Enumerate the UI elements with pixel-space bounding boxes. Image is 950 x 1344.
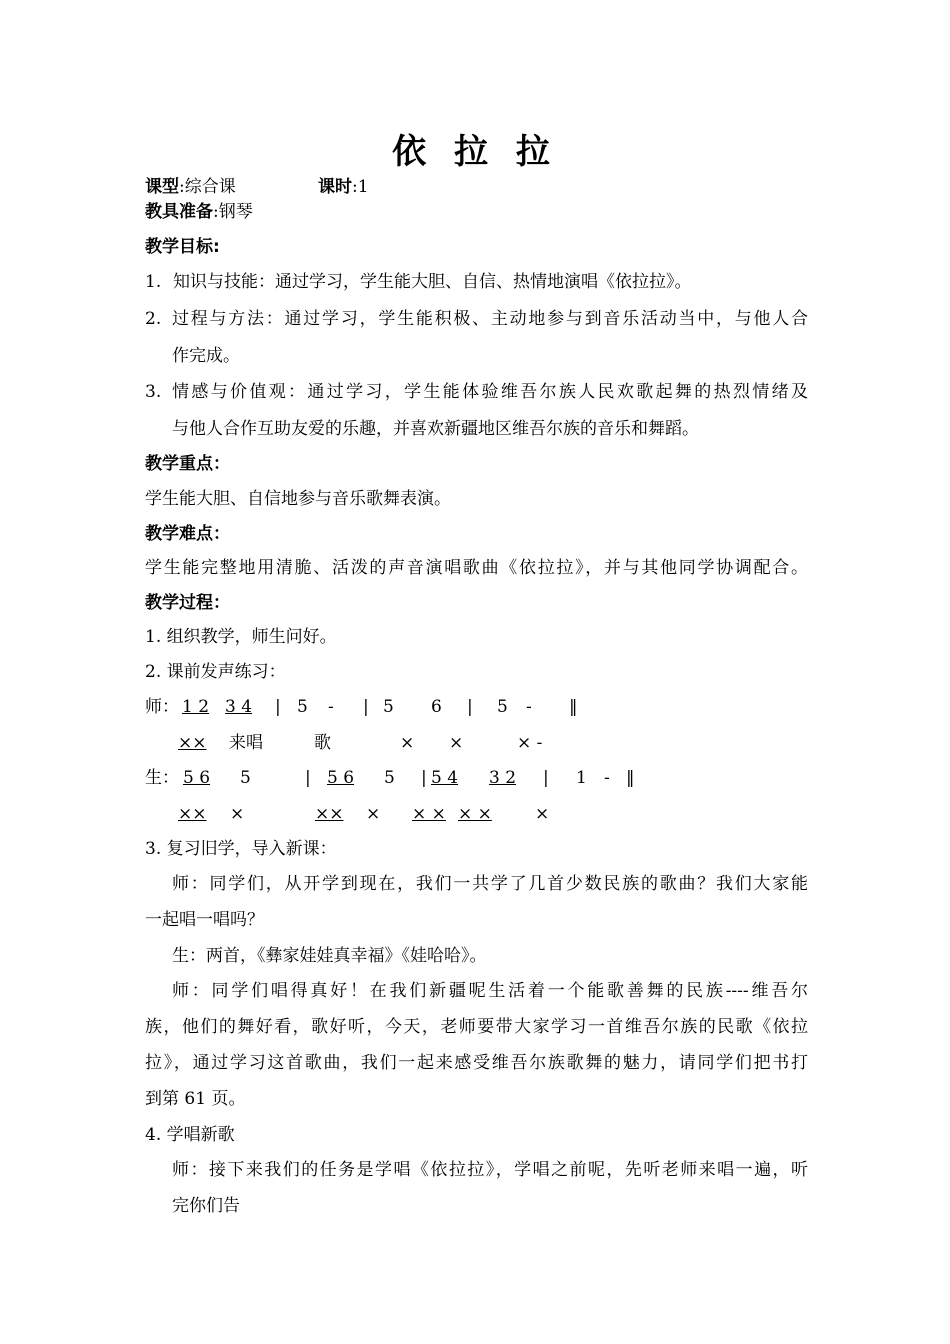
- notation-barline: |: [543, 768, 549, 788]
- key-point-text: 学生能大胆、自信地参与音乐歌舞表演。: [145, 489, 451, 509]
- paragraph-teacher-sing-line1: 师：接下来我们的任务是学唱《依拉拉》，学唱之前呢，先听老师来唱一遍，听: [172, 1160, 808, 1180]
- lesson-period-value: :1: [352, 177, 369, 197]
- student-label: 生：: [145, 768, 179, 788]
- lesson-period: [318, 175, 369, 199]
- lesson-type-value: :综合课: [179, 177, 236, 197]
- lyric-syllable: ××: [178, 804, 207, 824]
- teacher-label: 师：: [145, 697, 179, 717]
- goal-text: 知识与技能：通过学习，学生能大胆、自信、热情地演唱《依拉拉》。: [173, 272, 692, 292]
- lesson-type-label: 课型: [145, 177, 179, 197]
- paragraph-teacher-sing-line2: 完你们告: [172, 1196, 240, 1216]
- notation-dash: -: [604, 768, 610, 788]
- notation-note: 5 6: [183, 768, 211, 788]
- notation-note: 3 4: [225, 697, 253, 717]
- process-step-4: 4. 学唱新歌: [145, 1125, 235, 1145]
- notation-note: 3 2: [489, 768, 517, 788]
- paragraph-teacher-intro-line3: 拉》，通过学习这首歌曲，我们一起来感受维吾尔族歌舞的魅力，请同学们把书打: [145, 1053, 808, 1073]
- notation-note: 5: [240, 768, 251, 788]
- notation-note: 1 2: [182, 697, 210, 717]
- lyric-syllable: × ×: [412, 804, 446, 824]
- lyric-syllable: ×: [366, 804, 381, 824]
- notation-barline: |: [363, 697, 369, 717]
- lyric-syllable: ×: [400, 733, 415, 753]
- goal-item-2-number: [145, 307, 173, 331]
- notation-barline: |: [275, 697, 281, 717]
- paragraph-teacher-intro-line4: 到第 61 页。: [145, 1089, 246, 1109]
- notation-dash: -: [328, 697, 334, 717]
- lyric-syllable: × ×: [458, 804, 492, 824]
- lyric-syllable: × -: [517, 733, 543, 753]
- teaching-tools: [145, 200, 253, 224]
- goal-item-2-line2: 作完成。: [172, 346, 240, 366]
- notation-end-barline: ‖: [626, 768, 635, 788]
- notation-end-barline: ‖: [569, 697, 578, 717]
- paragraph-teacher-intro-line2: 族，他们的舞好看，歌好听，今天，老师要带大家学习一首维吾尔族的民歌《依拉: [145, 1017, 808, 1037]
- goal-item-3-number: [145, 380, 173, 404]
- notation-barline: |: [467, 697, 473, 717]
- key-point-heading: 教学重点：: [145, 454, 230, 474]
- document-title: 依 拉 拉: [392, 132, 558, 172]
- goal-item-3-line2: 与他人合作互助友爱的乐趣，并喜欢新疆地区维吾尔族的音乐和舞蹈。: [172, 419, 699, 439]
- goal-number: 2.: [145, 309, 162, 329]
- paragraph-teacher-question-line2: 一起唱一唱吗？: [145, 910, 264, 930]
- notation-note: 5: [383, 697, 394, 717]
- notation-barline: |: [421, 768, 427, 788]
- goal-item-2-line1: 过程与方法：通过学习，学生能积极、主动地参与到音乐活动当中，与他人合: [172, 309, 808, 329]
- lesson-type-period: [145, 175, 236, 199]
- lyric-syllable: 歌: [314, 733, 331, 753]
- goal-item-3-line1: 情感与价值观：通过学习，学生能体验维吾尔族人民欢歌起舞的热烈情绪及: [172, 382, 808, 402]
- notation-note: 5 6: [327, 768, 355, 788]
- process-step-3: 3. 复习旧学，导入新课：: [145, 839, 337, 859]
- process-step-2: 2. 课前发声练习：: [145, 662, 286, 682]
- notation-note: 5: [384, 768, 395, 788]
- lyric-syllable: ×: [449, 733, 464, 753]
- paragraph-teacher-question-line1: 师：同学们，从开学到现在，我们一共学了几首少数民族的歌曲？我们大家能: [172, 874, 808, 894]
- lyric-syllable: ××: [178, 733, 207, 753]
- notation-note: 6: [431, 697, 442, 717]
- notation-note: 1: [576, 768, 587, 788]
- teaching-tools-value: :钢琴: [213, 202, 253, 222]
- paragraph-teacher-intro-line1: 师：同学们唱得真好！在我们新疆呢生活着一个能歌善舞的民族----维吾尔: [172, 981, 808, 1001]
- goals-heading: 教学目标:: [145, 237, 220, 257]
- process-heading: 教学过程：: [145, 593, 230, 613]
- lyric-syllable: 来唱: [229, 733, 263, 753]
- notation-note: 5: [497, 697, 508, 717]
- notation-dash: -: [526, 697, 532, 717]
- notation-note: 5: [297, 697, 308, 717]
- notation-note: 5 4: [431, 768, 459, 788]
- lyric-syllable: ×: [230, 804, 245, 824]
- process-step-1: 1. 组织教学，师生问好。: [145, 627, 337, 647]
- lyric-syllable: ×: [535, 804, 550, 824]
- notation-barline: |: [305, 768, 311, 788]
- goal-number: 1.: [145, 272, 162, 292]
- difficulty-heading: 教学难点：: [145, 524, 230, 544]
- goal-number: 3.: [145, 382, 162, 402]
- goal-item-1: [145, 270, 692, 294]
- lyric-syllable: ××: [315, 804, 344, 824]
- lesson-period-label: 课时: [318, 177, 352, 197]
- difficulty-text: 学生能完整地用清脆、活泼的声音演唱歌曲《依拉拉》，并与其他同学协调配合。: [145, 558, 808, 578]
- teaching-tools-label: 教具准备: [145, 202, 213, 222]
- paragraph-student-answer: 生：两首，《彝家娃娃真幸福》《娃哈哈》。: [172, 946, 487, 966]
